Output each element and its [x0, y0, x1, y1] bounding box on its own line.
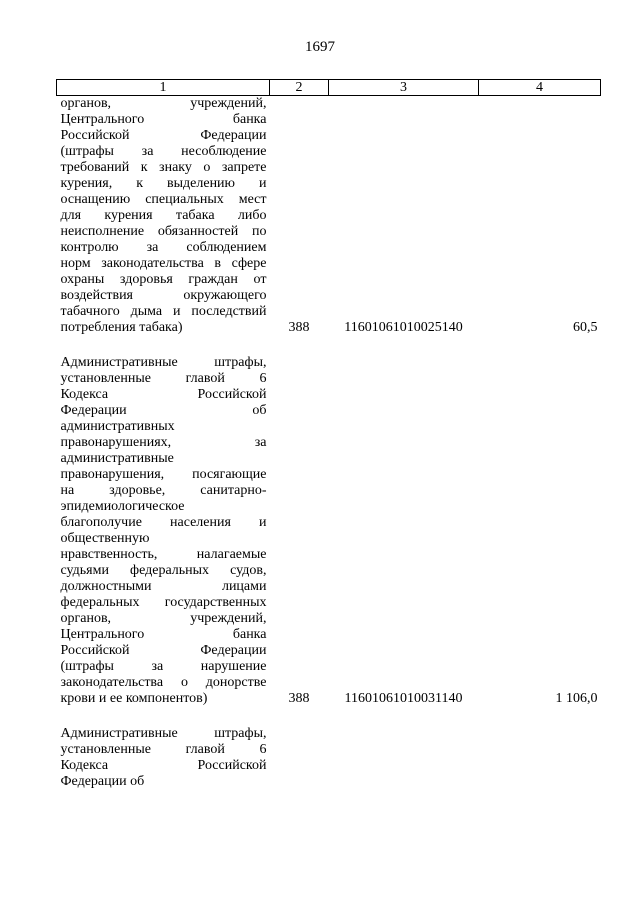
row-admin-code: 388: [288, 691, 310, 706]
table-row: [57, 96, 601, 337]
description-line: Центрального банка: [60, 627, 267, 642]
description-line: Кодекса Российской: [60, 387, 267, 402]
description-line: потребления табака): [60, 320, 183, 335]
row-amount: 60,5: [573, 320, 598, 335]
column-header-3: 3: [329, 80, 479, 96]
table-row: [57, 336, 601, 707]
description-line: крови и ее компонентов): [60, 691, 208, 706]
description-line: охраны здоровья граждан от: [60, 272, 267, 287]
description-line: контролю за соблюдением: [60, 240, 267, 255]
description-line: Центрального банка: [60, 112, 267, 127]
description-line: Федерации об: [60, 403, 267, 418]
description-line: Административные штрафы,: [60, 726, 267, 741]
description-line: общественную: [60, 531, 150, 546]
description-line: правонарушениях, за: [60, 435, 267, 450]
row-admin-code: [270, 707, 329, 790]
description-line: нравственность, налагаемые: [60, 547, 267, 562]
description-line: административные: [60, 451, 174, 466]
description-line: благополучие населения и: [60, 515, 267, 530]
description-line: требований к знаку о запрете: [60, 160, 267, 175]
description-line: Федерации об: [60, 774, 145, 789]
row-kbk-code: 11601061010031140: [344, 691, 463, 706]
description-line: неисполнение обязанностей по: [60, 224, 267, 239]
description-line: для курения табака либо: [60, 208, 267, 223]
description-line: курения, к выделению и: [60, 176, 267, 191]
description-line: административных: [60, 419, 175, 434]
description-line: правонарушения, посягающие: [60, 467, 267, 482]
description-line: (штрафы за нарушение: [60, 659, 267, 674]
description-line: Административные штрафы,: [60, 355, 267, 370]
description-line: судьями федеральных судов,: [60, 563, 267, 578]
description-line: табачного дыма и последствий: [60, 304, 267, 319]
row-kbk-code: 11601061010025140: [344, 320, 463, 335]
description-line: Российской Федерации: [60, 643, 267, 658]
description-line: на здоровье, санитарно-: [60, 483, 267, 498]
description-line: должностными лицами: [60, 579, 267, 594]
column-header-4: 4: [479, 80, 601, 96]
row-kbk-code: [329, 707, 479, 790]
description-line: органов, учреждений,: [60, 611, 267, 626]
row-admin-code: 388: [288, 320, 310, 335]
column-header-2: 2: [270, 80, 329, 96]
header-row: [57, 80, 601, 96]
description-line: (штрафы за несоблюдение: [60, 144, 267, 159]
description-line: воздействия окружающего: [60, 288, 267, 303]
description-line: федеральных государственных: [60, 595, 267, 610]
description-line: органов, учреждений,: [60, 96, 267, 111]
table-row: [57, 707, 601, 790]
column-header-1: 1: [57, 80, 270, 96]
description-line: установленные главой 6: [60, 371, 267, 386]
description-line: установленные главой 6: [60, 742, 267, 757]
description-line: Российской Федерации: [60, 128, 267, 143]
row-description: [57, 336, 270, 707]
description-line: норм законодательства в сфере: [60, 256, 267, 271]
description-line: законодательства о донорстве: [60, 675, 267, 690]
page-number: 1697: [305, 39, 335, 55]
description-line: оснащению специальных мест: [60, 192, 267, 207]
description-line: эпидемиологическое: [60, 499, 185, 514]
row-amount: 1 106,0: [555, 691, 598, 706]
description-line: Кодекса Российской: [60, 758, 267, 773]
budget-table: [56, 79, 601, 790]
row-description: [57, 96, 270, 337]
row-amount: [479, 707, 601, 790]
row-description: [57, 707, 270, 790]
